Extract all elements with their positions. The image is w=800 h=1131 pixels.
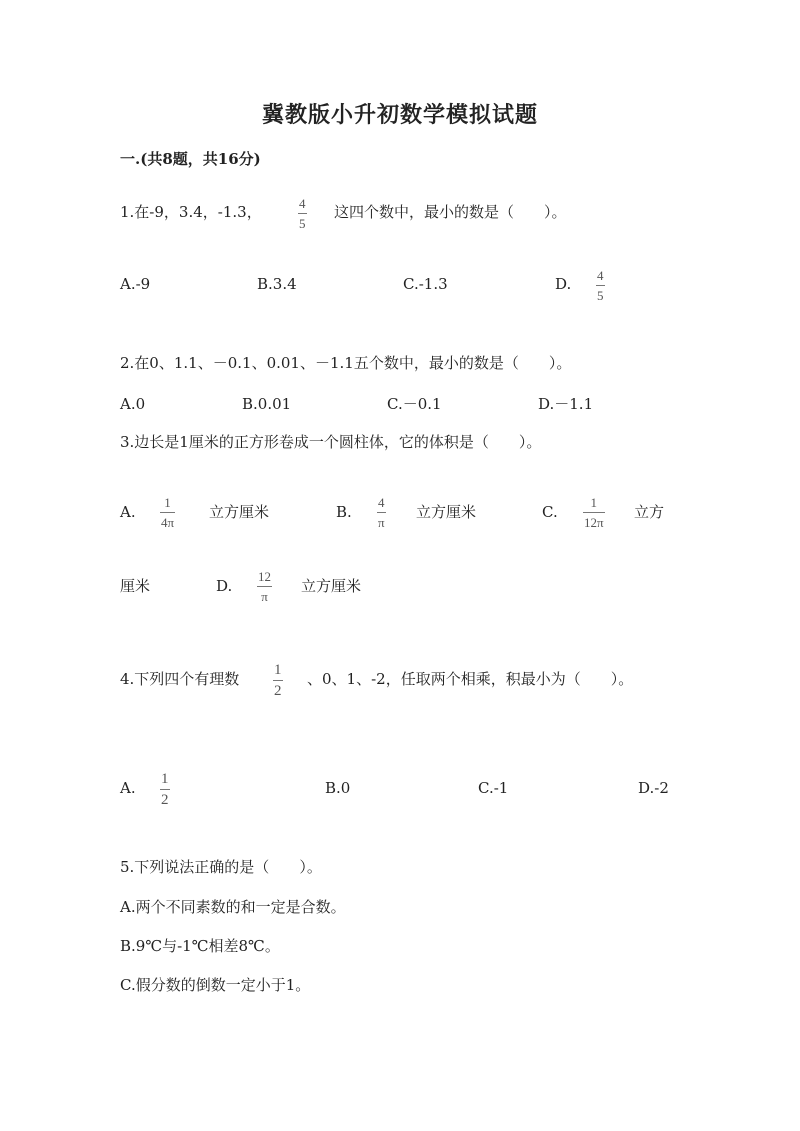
fraction-bar [160,789,170,790]
fraction-denominator: 4π [161,515,175,530]
fraction-bar [377,512,386,513]
question-4-option-a[interactable]: A. [120,779,136,797]
question-4-option-b[interactable]: B.0 [325,779,351,797]
question-1-option-b[interactable]: B.3.4 [257,275,297,293]
question-2-option-b[interactable]: B.0.01 [242,395,292,413]
fraction-bar [257,586,272,587]
fraction-bar [583,512,605,513]
question-1-option-c[interactable]: C.-1.3 [403,275,448,293]
page-title: 冀教版小升初数学模拟试题 [261,102,538,128]
question-2-stem: 2.在0、1.1、－0.1、0.01、－1.1五个数中，最小的数是（ ）。 [120,354,572,372]
fraction-numerator: 1 [590,495,598,510]
question-3-option-b-fraction [377,495,386,530]
fraction-denominator: 5 [299,216,306,231]
question-4-stem-end: 、0、1、-2，任取两个相乘，积最小为（ ）。 [307,670,634,688]
question-3-option-c-fraction [583,495,605,530]
question-5-option-b[interactable]: B.9℃与-1℃相差8℃。 [120,937,280,955]
question-4-option-a-fraction [160,771,170,808]
question-4-stem-start: 4.下列四个有理数 [120,670,240,688]
fraction-numerator: 4 [597,268,604,283]
fraction-bar [596,285,605,286]
question-3-option-d-fraction [257,569,272,604]
fraction-numerator: 1 [161,771,169,787]
question-4-option-d[interactable]: D.-2 [638,779,669,797]
question-3-option-c-unit-line-1: 立方 [634,503,665,521]
question-1-fraction [298,196,307,231]
fraction-denominator: 12π [584,515,604,530]
question-1-option-d[interactable]: D. [555,275,572,293]
fraction-numerator: 1 [164,495,171,510]
question-1-option-d-fraction [596,268,605,303]
fraction-numerator: 4 [299,196,306,211]
question-3-option-a-fraction [160,495,175,530]
fraction-denominator: 5 [597,288,604,303]
question-3-option-b-unit: 立方厘米 [416,503,477,521]
question-5-stem: 5.下列说法正确的是（ ）。 [120,858,322,876]
question-1-stem-start: 1.在-9，3.4，-1.3， [120,203,262,221]
fraction-denominator: π [261,589,268,604]
question-1-stem-end: 这四个数中，最小的数是（ ）。 [334,203,567,221]
fraction-bar [160,512,175,513]
fraction-bar [298,213,307,214]
question-4-fraction [273,662,283,699]
question-3-option-d-unit: 立方厘米 [301,577,362,595]
fraction-numerator: 1 [274,662,282,678]
question-3-option-b[interactable]: B. [336,503,352,521]
question-5-option-c[interactable]: C.假分数的倒数一定小于1。 [120,976,311,994]
question-3-option-a-unit: 立方厘米 [209,503,270,521]
question-3-option-c[interactable]: C. [542,503,558,521]
question-2-option-c[interactable]: C.－0.1 [387,395,442,413]
question-3-option-a[interactable]: A. [120,503,136,521]
question-4-option-c[interactable]: C.-1 [478,779,509,797]
fraction-numerator: 4 [378,495,385,510]
fraction-denominator: π [378,515,385,530]
question-5-option-a[interactable]: A.两个不同素数的和一定是合数。 [120,898,346,916]
question-2-option-a[interactable]: A.0 [120,395,146,413]
question-1-option-a[interactable]: A.-9 [120,275,151,293]
fraction-numerator: 12 [258,569,271,584]
question-3-option-d[interactable]: D. [216,577,233,595]
question-3-option-c-unit-line-2: 厘米 [120,577,151,595]
fraction-bar [273,680,283,681]
fraction-denominator: 2 [161,792,169,808]
fraction-denominator: 2 [274,683,282,699]
question-2-option-d[interactable]: D.－1.1 [538,395,594,413]
question-3-stem: 3.边长是1厘米的正方形卷成一个圆柱体，它的体积是（ ）。 [120,433,542,451]
section-heading: 一.(共8题，共16分) [120,150,261,168]
